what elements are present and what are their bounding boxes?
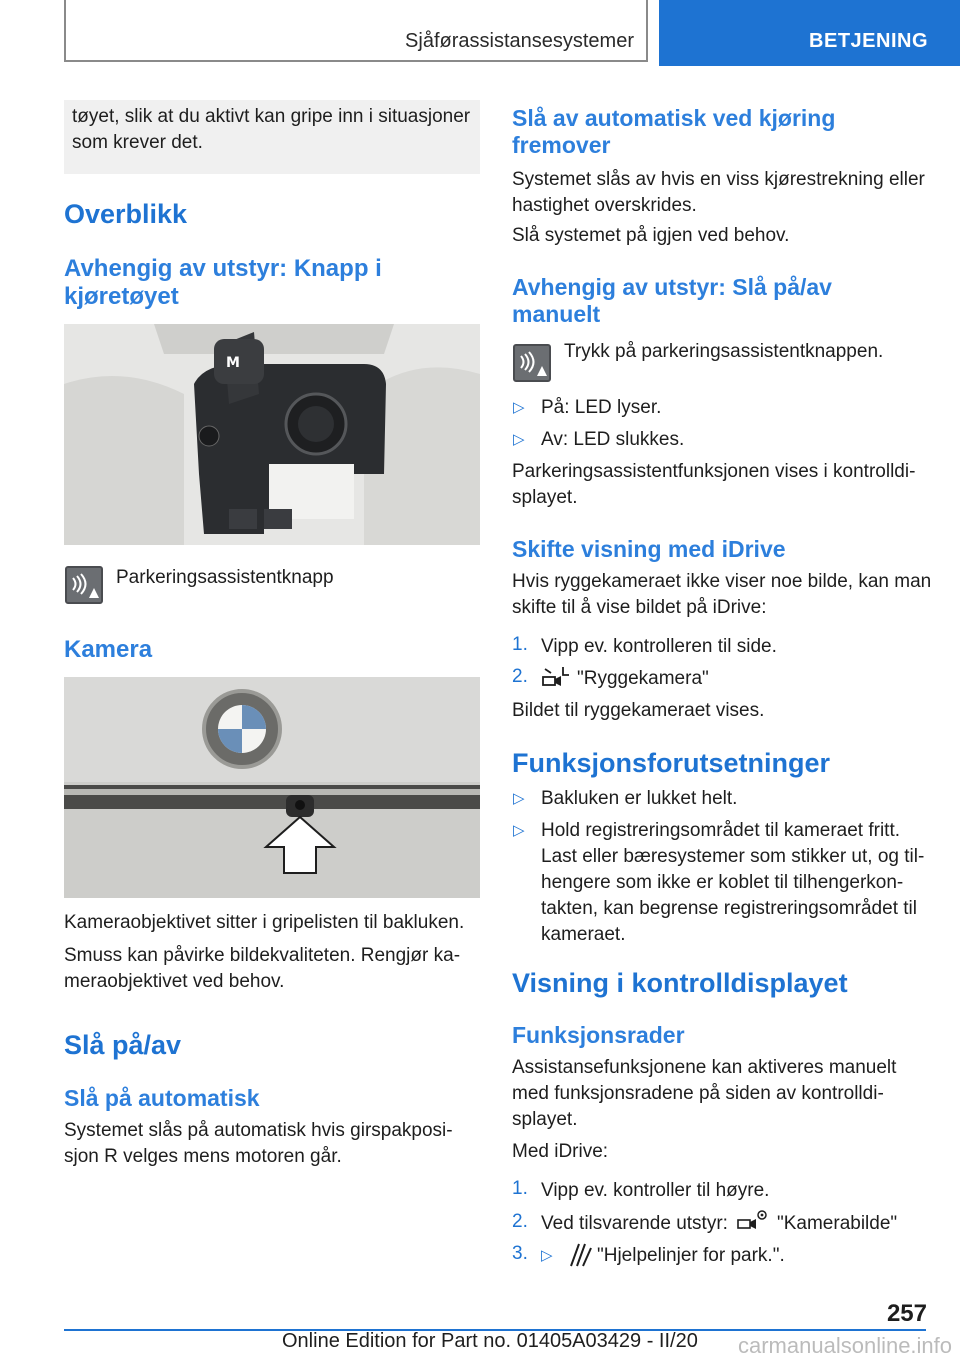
step-text: Vipp ev. kontroller til høyre. bbox=[541, 1180, 770, 1201]
rear-camera-icon bbox=[541, 665, 571, 691]
bullet-triangle-icon: ▷ bbox=[513, 399, 525, 416]
bullet-triangle-icon: ▷ bbox=[513, 431, 525, 448]
page-number: 257 bbox=[886, 1300, 927, 1327]
kamera-text-2: Smuss kan påvirke bildekvaliteten. Rengjør kameraobjektivet ved behov. bbox=[64, 945, 461, 992]
bullet-triangle-icon: ▷ bbox=[541, 1247, 553, 1264]
heading-sla-pa-av: Slå på/av bbox=[64, 1030, 182, 1060]
button-caption: Parkeringsassistentknapp bbox=[116, 567, 334, 588]
park-assist-button-icon-2 bbox=[513, 344, 551, 382]
rader-text: Assistansefunksjonene kan aktiveres manuelt med funksjonsradene på siden av kontrolldisplayet. bbox=[512, 1057, 897, 1130]
heading-visning-kontrolldisplay: Visning i kontrolldisplayet bbox=[512, 968, 848, 998]
av-auto-text-2: Slå systemet på igjen ved behov. bbox=[512, 225, 790, 246]
camera-settings-icon bbox=[736, 1208, 770, 1234]
gear-selector-photo bbox=[64, 324, 480, 545]
step-number: 1. bbox=[512, 1178, 528, 1199]
heading-funksjonsforutsetninger: Funksjonsforutsetninger bbox=[512, 748, 831, 778]
header-section-box bbox=[64, 0, 648, 62]
park-assist-button-icon bbox=[65, 566, 103, 604]
step-number: 1. bbox=[512, 634, 528, 655]
heading-avhengig-knapp: Avhengig av utstyr: Knapp i kjøretøyet bbox=[64, 255, 382, 310]
watermark: carmanualsonline.info bbox=[738, 1333, 953, 1358]
header-section-title: Sjåførassistansesystemer bbox=[405, 30, 634, 52]
heading-overblikk: Overblikk bbox=[64, 199, 188, 229]
bullet-pa: På: LED lyser. bbox=[541, 397, 662, 418]
header-chapter-label: BETJENING bbox=[809, 30, 928, 52]
skifte-text-2: Bildet til ryggekameraet vises. bbox=[512, 700, 765, 721]
av-auto-text-1: Systemet slås av hvis en viss kjørestrekning eller hastighet overskrides. bbox=[512, 169, 925, 216]
heading-skifte-visning: Skifte visning med iDrive bbox=[512, 536, 786, 562]
bullet-hold-fritt: Hold registreringsområdet til kameraet fritt. Last eller bæresystemer som stikker ut, og tilhengere som ikke er koblet til tilhengerkontakten, kan begrense registreringsområdet til kameraet. bbox=[541, 820, 925, 945]
step-text: "Hjelpelinjer for park.". bbox=[597, 1245, 785, 1266]
bullet-av: Av: LED slukkes. bbox=[541, 429, 685, 450]
heading-sla-av-automatisk: Slå av automatisk ved kjøring fremover bbox=[512, 105, 836, 158]
manuelt-text: Trykk på parkeringsassistentknappen. bbox=[564, 341, 884, 362]
manuelt-text-2: Parkeringsassistentfunksjonen vises i kontrolldisplayet. bbox=[512, 461, 916, 508]
parking-lines-icon bbox=[567, 1240, 593, 1268]
heading-manuelt: Avhengig av utstyr: Slå på/av manuelt bbox=[512, 274, 832, 327]
continued-note-box bbox=[64, 100, 480, 174]
step-number: 2. bbox=[512, 666, 528, 687]
bullet-bakluken: Bakluken er lukket helt. bbox=[541, 788, 738, 809]
rader-text-2: Med iDrive: bbox=[512, 1141, 609, 1162]
sla-auto-text: Systemet slås på automatisk hvis girspakposisjon R velges mens motoren går. bbox=[64, 1120, 453, 1167]
kamera-text-1: Kameraobjektivet sitter i gripelisten til bakluken. bbox=[64, 912, 465, 933]
step-text: Vipp ev. kontrolleren til side. bbox=[541, 636, 777, 657]
footer-edition: Online Edition for Part no. 01405A03429 - II/20 bbox=[282, 1330, 698, 1352]
heading-sla-pa-automatisk: Slå på automatisk bbox=[64, 1085, 260, 1111]
svg-text:M: M bbox=[226, 355, 240, 371]
bullet-triangle-icon: ▷ bbox=[513, 822, 525, 839]
step-text: "Ryggekamera" bbox=[577, 668, 709, 689]
header-chapter-tab bbox=[659, 0, 960, 66]
step-text-prefix: Ved tilsvarende utstyr: bbox=[541, 1213, 728, 1234]
rear-camera-photo bbox=[64, 677, 480, 898]
step-text: "Kamerabilde" bbox=[777, 1213, 898, 1234]
step-number: 2. bbox=[512, 1211, 528, 1232]
heading-kamera: Kamera bbox=[64, 636, 153, 663]
step-number: 3. bbox=[512, 1243, 528, 1264]
skifte-text: Hvis ryggekameraet ikke viser noe bilde, kan man skifte til å vise bildet på iDrive: bbox=[512, 571, 932, 618]
bullet-triangle-icon: ▷ bbox=[513, 790, 525, 807]
continued-note-text: tøyet, slik at du aktivt kan gripe inn i situasjoner som krever det. bbox=[72, 106, 471, 153]
heading-funksjonsrader: Funksjonsrader bbox=[512, 1022, 685, 1048]
